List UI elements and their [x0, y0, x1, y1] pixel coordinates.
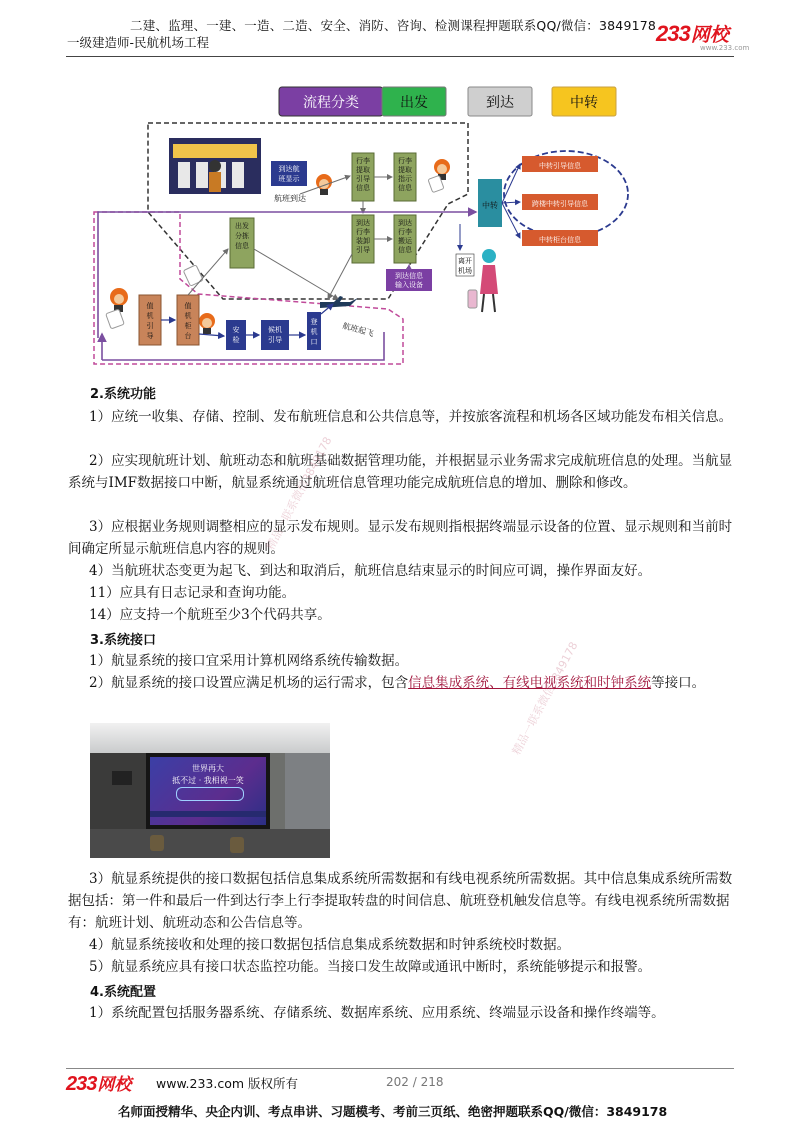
passenger-icon — [106, 288, 128, 329]
footer-copyright: www.233.com 版权所有 — [156, 1076, 298, 1091]
header-divider — [66, 56, 734, 57]
paragraph-interfaces: 2）航显系统的接口设置应满足机场的运行需求，包含信息集成系统、有线电视系统和时钟系统等接口。 — [89, 675, 706, 691]
screen-text-line1: 世界再大 — [192, 764, 224, 773]
passenger-icon — [199, 313, 215, 334]
watermark: 精品一联系微信3849178 — [509, 639, 581, 758]
legend-transfer — [552, 87, 616, 116]
svg-text:值机引导: 值机引导 — [146, 302, 154, 340]
header-logo-url: www.233.com — [700, 44, 750, 52]
paragraph: 4）当航班状态变更为起飞、到达和取消后，航班信息结束显示的时间应可调，操作界面友好。 — [89, 563, 652, 579]
node-arrival-input-device — [386, 269, 432, 291]
paragraph: 4）航显系统接收和处理的接口数据包括信息集成系统数据和时钟系统校时数据。 — [89, 937, 571, 953]
watermark: 精品一联系微信3849178 — [263, 434, 335, 553]
svg-text:到达行李搬运信息: 到达行李搬运信息 — [398, 219, 412, 254]
passenger-icon — [428, 159, 450, 193]
passenger-icon — [316, 174, 332, 195]
svg-text:值机柜台: 值机柜台 — [184, 302, 192, 340]
page-number: 202 / 218 — [386, 1075, 444, 1089]
node-transfer-counter — [522, 230, 598, 246]
svg-text:中转引导信息: 中转引导信息 — [539, 162, 581, 170]
svg-text:出发分拣信息: 出发分拣信息 — [235, 222, 249, 250]
screen-text-line2: 抵不过 · 我相视一笑 — [172, 776, 244, 785]
label-flight-arrival: 航班到达 — [274, 194, 306, 203]
svg-text:中转: 中转 — [570, 95, 598, 111]
paragraph: 14）应支持一个航班至少3个代码共享。 — [89, 607, 331, 623]
node-departure-sorting-info — [230, 218, 254, 268]
node-gate — [307, 312, 321, 350]
header-promo-line: 二建、监理、一建、一造、二造、安全、消防、咨询、检测课程押题联系QQ/微信：3849178 — [130, 18, 657, 33]
svg-text:行李提取指示信息: 行李提取指示信息 — [398, 157, 412, 192]
luggage-icon — [183, 265, 203, 286]
legend-flow-category — [279, 87, 383, 116]
svg-text:输入设备: 输入设备 — [395, 281, 423, 289]
paragraph: 3）航显系统提供的接口数据包括信息集成系统所需数据和有线电视系统所需数据。其中信息集成系统所需数据包括：第一件和最后一件到达行李上行李提取转盘的时间信息、航班登机触发信息等。有线电视系统所需数据有：航班计划、航班动态和公告信息等。 — [68, 871, 733, 931]
node-arrival-flight-display — [271, 161, 307, 186]
legend-departure — [382, 87, 446, 116]
svg-text:登机口: 登机口 — [310, 318, 318, 346]
paragraph: 2）应实现航班计划、航班动态和航班基础数据管理功能，并根据显示业务需求完成航班信息的处理。当航显系统与IMF数据接口中断，航显系统通过航班信息管理功能完成航班信息的增加、删除和修改。 — [68, 453, 733, 491]
footer-divider — [66, 1068, 734, 1069]
footer-logo: 233网校 — [66, 1073, 132, 1095]
label-flight-takeoff: 航班起飞 — [341, 321, 375, 339]
svg-text:中转: 中转 — [482, 201, 498, 210]
svg-text:出发: 出发 — [400, 95, 428, 111]
svg-text:跨楼中转引导信息: 跨楼中转引导信息 — [532, 200, 588, 208]
paragraph: 1）应统一收集、存储、控制、发布航班信息和公共信息等，并按旅客流程和机场各区域功能发布相关信息。 — [89, 409, 733, 425]
node-arrival-baggage-info — [394, 215, 416, 263]
node-security — [226, 320, 246, 350]
svg-text:离开: 离开 — [458, 257, 472, 265]
legend-arrival — [468, 87, 532, 116]
node-arrival-unload-guide — [352, 215, 374, 263]
svg-text:到达: 到达 — [486, 95, 514, 111]
label-leave-airport — [456, 254, 474, 276]
svg-text:行李提取引导信息: 行李提取引导信息 — [356, 157, 370, 192]
highlighted-interfaces-link[interactable]: 信息集成系统、有线电视系统和时钟系统 — [408, 675, 652, 691]
footer-promo-line: 名师面授精华、央企内训、考点串讲、习题模考、考前三页纸、绝密押题联系QQ/微信：3849178 — [118, 1104, 668, 1119]
flight-info-flow-diagram — [88, 84, 644, 376]
svg-text:班显示: 班显示 — [278, 175, 300, 183]
paragraph: 5）航显系统应具有接口状态监控功能。当接口发生故障或通讯中断时，系统能够提示和报警。 — [89, 959, 652, 975]
header-subject: 一级建造师-民航机场工程 — [67, 35, 210, 50]
node-checkin-counter — [177, 295, 199, 345]
terminal-display-screen-photo — [90, 723, 330, 858]
svg-text:机场: 机场 — [458, 267, 472, 275]
svg-text:安检: 安检 — [232, 326, 240, 344]
svg-text:中转柜台信息: 中转柜台信息 — [539, 236, 581, 244]
paragraph: 3）应根据业务规则调整相应的显示发布规则。显示发布规则指根据终端显示设备的位置、显示规则和当前时间确定所显示航班信息内容的规则。 — [68, 519, 733, 557]
svg-text:到达航: 到达航 — [278, 165, 300, 173]
section-title-system-configuration: 4.系统配置 — [90, 985, 156, 1000]
paragraph: 1）航显系统的接口宜采用计算机网络系统传输数据。 — [89, 653, 409, 669]
node-baggage-claim-indicator — [394, 153, 416, 201]
node-transfer — [478, 179, 502, 227]
svg-text:到达信息: 到达信息 — [395, 272, 423, 280]
node-boarding-guide — [261, 320, 289, 350]
section-title-system-interfaces: 3.系统接口 — [90, 633, 156, 648]
node-cross-building-guide — [522, 194, 598, 210]
arrival-hall-photo — [169, 138, 261, 194]
svg-text:到达行李装卸引导: 到达行李装卸引导 — [356, 219, 370, 254]
header-logo: 233网校 — [656, 21, 729, 46]
svg-text:流程分类: 流程分类 — [303, 95, 359, 111]
node-checkin-guide — [139, 295, 161, 345]
paragraph: 1）系统配置包括服务器系统、存储系统、数据库系统、应用系统、终端显示设备和操作终端等。 — [89, 1005, 665, 1021]
svg-text:候机引导: 候机引导 — [268, 326, 282, 344]
node-transfer-guide — [522, 156, 598, 172]
section-title-system-functions: 2.系统功能 — [90, 387, 156, 402]
node-baggage-claim-guide — [352, 153, 374, 201]
paragraph: 11）应具有日志记录和查询功能。 — [89, 585, 296, 601]
